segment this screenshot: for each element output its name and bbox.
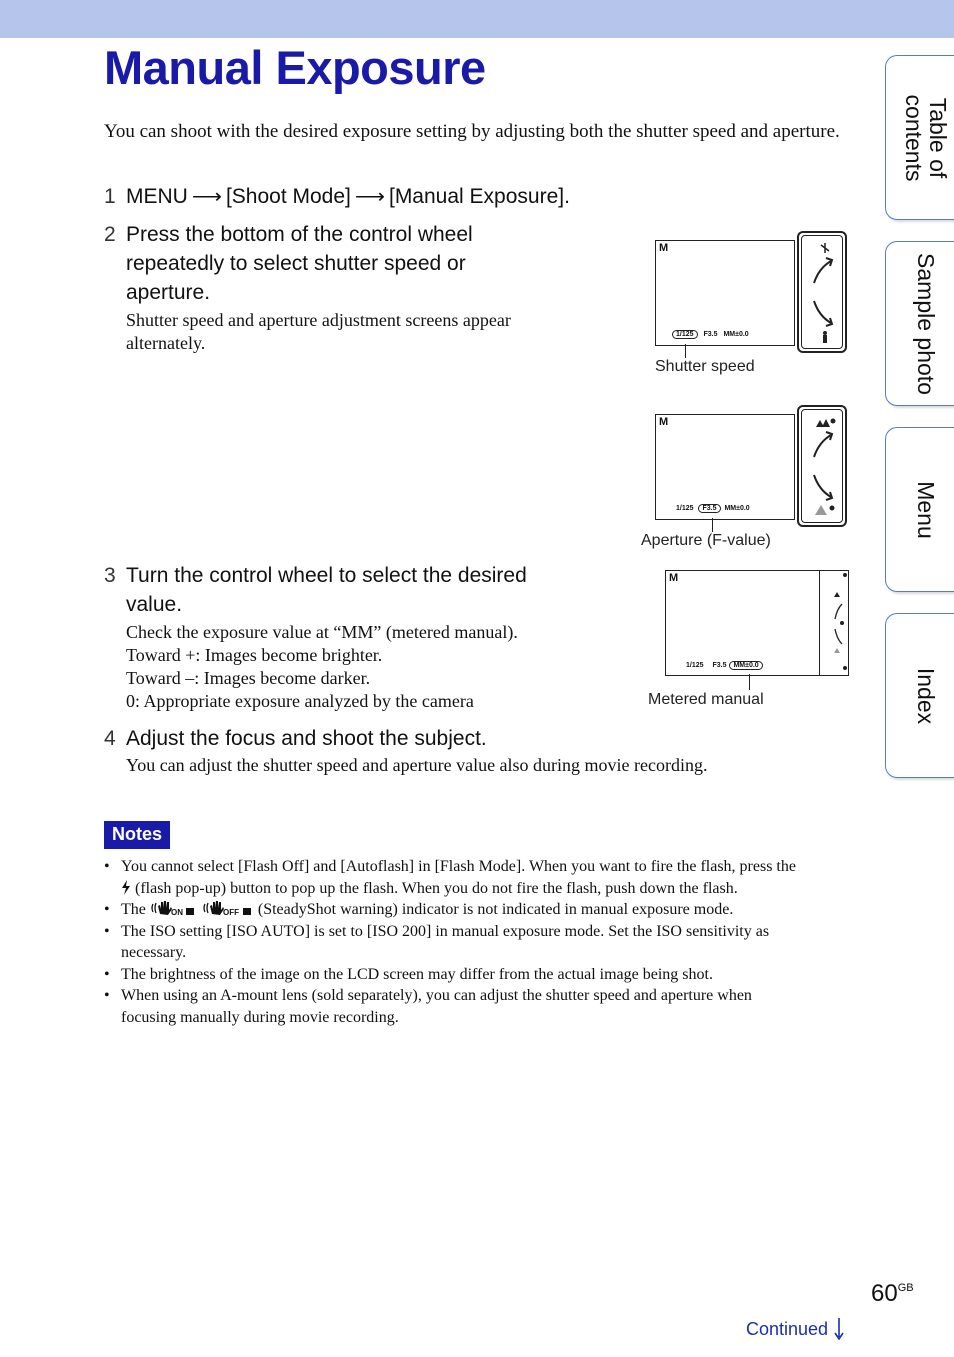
continued-link[interactable] (746, 1318, 845, 1340)
callout-line (712, 518, 713, 532)
lcd-screen-shutter (655, 240, 795, 346)
notes-badge: Notes (104, 821, 170, 849)
note-line: (SteadyShot warning) indicator is not indicated in manual exposure mode. (257, 901, 734, 918)
step-number: 2 (104, 223, 116, 246)
caption-aperture: Aperture (F-value) (641, 532, 771, 549)
step-2-title-line: repeatedly to select shutter speed or (126, 252, 466, 275)
page-title: Manual Exposure (104, 41, 486, 94)
note-line: You cannot select [Flash Off] and [Autoflash] in [Flash Mode]. When you want to fire the flash, press the (121, 858, 796, 875)
aperture-value: F3.5 (698, 504, 720, 513)
tab-index[interactable] (885, 613, 954, 778)
steadyshot-off-icon (202, 900, 254, 916)
step-3-title-line: Turn the control wheel to select the desired (126, 564, 527, 587)
step-3-body-line: Toward +: Images become brighter. (126, 645, 383, 665)
step-3-body-line: Toward –: Images become darker. (126, 668, 371, 688)
tab-menu[interactable] (885, 427, 954, 592)
step-3-body (126, 621, 596, 713)
mm-value: MM±0.0 (729, 661, 762, 670)
continued-label: Continued (746, 1319, 829, 1339)
step-number: 4 (104, 727, 116, 750)
exposure-readout (672, 331, 749, 338)
tab-table-of-contents[interactable] (885, 55, 954, 220)
notes-list (104, 856, 854, 1028)
note-line: The ISO setting [ISO AUTO] is set to [ISO 200] in manual exposure mode. Set the ISO sensitivity as (121, 922, 770, 940)
shutter-value: 1/125 (686, 662, 704, 669)
exposure-readout (686, 662, 763, 669)
caption-shutter: Shutter speed (655, 358, 755, 375)
step-4-title: Adjust the focus and shoot the subject. (126, 727, 487, 750)
tab-label: Menu (913, 480, 939, 539)
step-4 (104, 724, 704, 754)
step-3-title-line: value. (126, 593, 183, 616)
wheel-arrows-icon (799, 233, 845, 351)
tab-label (902, 94, 950, 181)
step-3 (104, 561, 604, 621)
note-line: (flash pop-up) button to pop up the flash. When you do not fire the flash, push down the flash. (135, 879, 738, 897)
control-wheel-shutter (797, 231, 847, 353)
mode-indicator: M (659, 416, 669, 428)
step-2-body (126, 309, 586, 355)
manual-exposure-label: [Manual Exposure]. (388, 185, 570, 208)
step-3-body-line: Check the exposure value at “MM” (metered manual). (126, 622, 518, 642)
tab-label: Sample photo (913, 252, 939, 395)
callout-line (749, 674, 750, 690)
page-number (871, 1280, 914, 1308)
svg-text:OFF: OFF (222, 908, 239, 916)
tab-label-line: Table of (925, 97, 951, 178)
note-item: • When using an A-mount lens (sold separately), you can adjust the shutter speed and aperture when focusing manually during movie recording. (104, 987, 752, 1026)
steadyshot-on-icon (150, 900, 198, 916)
arrow-right-icon: ⟶ (191, 185, 222, 208)
page-suffix: GB (897, 1282, 914, 1294)
step-3-body-line: 0: Appropriate exposure analyzed by the camera (126, 691, 474, 711)
tab-label-line: contents (901, 94, 927, 181)
svg-text:ON: ON (170, 908, 183, 916)
note-item: • The ON OFF (SteadyShot warning) indicator is not indicated in manual exposure mode. (104, 901, 734, 918)
step-2-body-line: Shutter speed and aperture adjustment screens appear (126, 310, 511, 330)
step-2-title-line: aperture. (126, 281, 211, 304)
note-line: focusing manually during movie recording. (121, 1008, 399, 1026)
wheel-indicator-icon (820, 571, 848, 675)
caption-metered: Metered manual (648, 691, 764, 708)
shoot-mode-label: [Shoot Mode] (225, 185, 351, 208)
note-item: • The brightness of the image on the LCD screen may differ from the actual image being shot. (104, 965, 713, 983)
step-2-body-line: alternately. (126, 333, 206, 353)
step-number: 3 (104, 564, 116, 587)
mm-value: MM±0.0 (723, 331, 749, 338)
lcd-screen-metered (665, 570, 849, 676)
shutter-value: 1/125 (676, 505, 694, 512)
step-1 (104, 182, 664, 212)
mode-indicator: M (659, 242, 669, 254)
header-band (0, 0, 954, 38)
aperture-value: F3.5 (712, 662, 727, 669)
step-2-title (126, 220, 473, 307)
note-item: • The ISO setting [ISO AUTO] is set to [ISO 200] in manual exposure mode. Set the ISO sensitivity as necessary. (104, 922, 770, 961)
step-1-text (126, 182, 570, 211)
note-line: When using an A-mount lens (sold separately), you can adjust the shutter speed and aperture when (121, 987, 752, 1004)
flash-icon (121, 880, 131, 895)
step-4-body: You can adjust the shutter speed and aperture value also during movie recording. (126, 755, 708, 775)
step-number: 1 (104, 185, 116, 208)
mm-value: MM±0.0 (724, 505, 750, 512)
lcd-screen-aperture (655, 414, 795, 520)
shutter-value: 1/125 (672, 330, 698, 339)
step-2 (104, 220, 604, 310)
tab-sample-photo[interactable] (885, 241, 954, 406)
intro-paragraph: You can shoot with the desired exposure setting by adjusting both the shutter speed and aperture. (104, 121, 840, 142)
note-line: The brightness of the image on the LCD screen may differ from the actual image being shot. (121, 965, 713, 983)
aperture-value: F3.5 (703, 331, 718, 338)
note-line: necessary. (121, 944, 187, 961)
control-wheel-aperture (797, 405, 847, 527)
note-line: The (121, 901, 146, 918)
tab-label: Index (913, 667, 939, 724)
step-3-title (126, 561, 527, 619)
arrow-right-icon: ⟶ (354, 185, 385, 208)
exposure-readout (676, 505, 750, 512)
callout-line (685, 344, 686, 358)
note-item: • You cannot select [Flash Off] and [Autoflash] in [Flash Mode]. When you want to fire the flash, press the (flash pop-up) button to pop up the flash. When you do not fire the flash, push down the flash. (104, 858, 796, 897)
mode-indicator: M (669, 572, 679, 584)
wheel-arrows-icon (799, 407, 845, 525)
page-number-value: 60 (871, 1280, 898, 1307)
arrow-down-icon (833, 1318, 845, 1340)
step-2-title-line: Press the bottom of the control wheel (126, 223, 473, 246)
menu-label: MENU (126, 185, 188, 208)
